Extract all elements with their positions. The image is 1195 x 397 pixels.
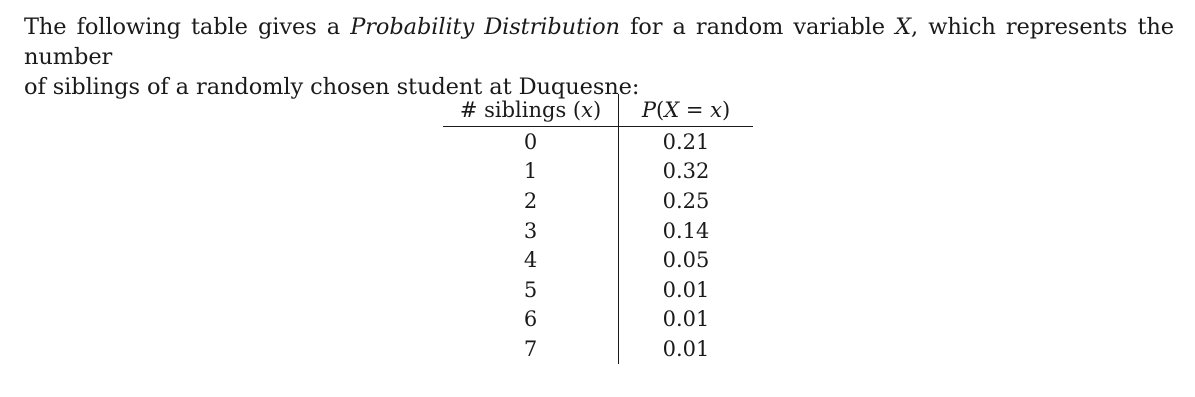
table-header-row [443,94,753,127]
table-row [443,334,753,364]
header-p-var: X [664,98,680,122]
intro-text-before: The following table gives a [24,14,351,40]
table-row [443,275,753,305]
probability-distribution-table [443,94,753,364]
cell-x: 4 [443,245,619,275]
intro-variable: X [895,14,912,40]
intro-text-after: , which represents the number [24,14,1174,70]
cell-x: 1 [443,157,619,187]
cell-x: 2 [443,186,619,216]
cell-x: 0 [443,127,619,157]
table-row [443,157,753,187]
table-row [443,305,753,335]
intro-paragraph [24,12,1174,102]
header-p-open: ( [655,98,665,122]
table-row [443,186,753,216]
intro-emphasis: Probability Distribution [350,14,620,40]
intro-line-1 [24,12,1174,72]
cell-p: 0.14 [662,218,710,243]
table-row [443,245,753,275]
cell-x: 7 [443,334,619,364]
cell-p: 0.01 [662,307,710,332]
header-probability [619,94,754,127]
cell-x: 3 [443,216,619,246]
header-x-var: x [581,98,593,122]
header-x-prefix: # siblings ( [459,98,582,122]
table-row [443,216,753,246]
cell-p: 0.05 [662,248,710,273]
cell-x: 5 [443,275,619,305]
table-row [443,127,753,157]
header-p-func: P [641,98,656,122]
cell-p: 0.01 [662,277,710,302]
cell-x: 6 [443,305,619,335]
header-p-x: x [710,98,722,122]
header-siblings [443,94,619,127]
cell-p: 0.21 [662,129,710,154]
header-p-eq: = [679,98,711,122]
cell-p: 0.01 [662,336,710,361]
intro-line-2: of siblings of a randomly chosen student at Duquesne: [24,74,640,100]
intro-text-middle: for a random variable [619,14,896,40]
cell-p: 0.32 [662,159,710,184]
header-p-close: ) [721,98,731,122]
header-x-suffix: ) [592,98,602,122]
cell-p: 0.25 [662,188,710,213]
